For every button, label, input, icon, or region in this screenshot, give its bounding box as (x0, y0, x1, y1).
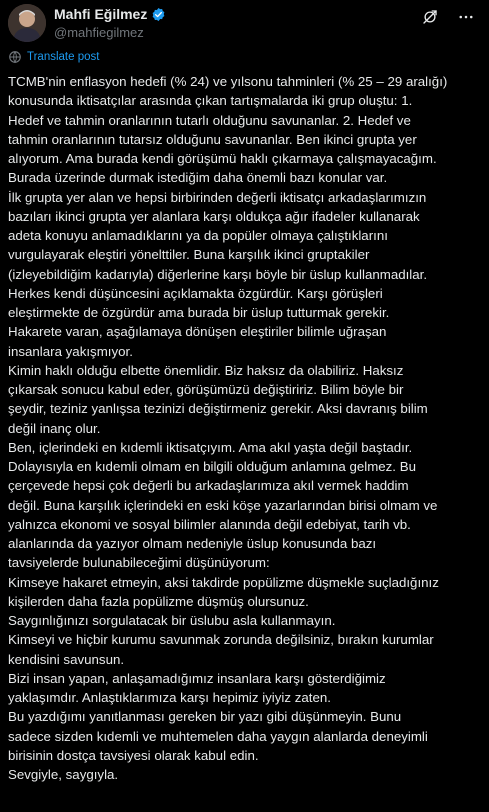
post-text-line: insanlara yakışmıyor. (8, 343, 133, 359)
post-text-line: şeydir, teziniz yanlışsa tezinizi değiştirmeniz gerekir. Aksi davranış bilim (8, 401, 428, 417)
post-text-line: tahmin oranlarının tutarsız olduğunu savunanlar. Ben ikinci grupta yer (8, 131, 417, 147)
translate-label: Translate post (27, 51, 100, 63)
author-names (54, 5, 166, 40)
post-text-line: Dolayısıyla en kıdemli olmam en bilgili olduğum anlamına gelmez. Bu (8, 459, 416, 474)
post-text-line: Bizi insan yapan, anlaşamadığımız insanlara karşı gösterdiğimiz (8, 670, 386, 686)
translate-post-link[interactable] (8, 48, 481, 66)
post-header (8, 0, 481, 44)
post-text-line: Kimseye hakaret etmeyin, aksi takdirde popülizme düşmekle suçladığınız (8, 574, 439, 590)
post-text-line: Herkes kendi düşüncesini açıklamakta özgürdür. Karşı görüşleri (8, 285, 383, 301)
post-text-line: Kimseyi ve hiçbir kurumu savunmak zorunda değilsiniz, bırakın kurumlar (8, 632, 434, 648)
post-text-line: değil. Buna karşılık içlerindeki en eski köşe yazarlarından birisi olmam ve (8, 497, 438, 513)
post-text-line: bazıları ikinci grupta yer alanlara karşı oldukça ağır ifadeler kullanarak (8, 208, 420, 224)
post-text-line: sadece sizden kıdemli ve muhtemelen daha yaygın alanlarda deneyimli (8, 728, 428, 744)
post-text-line: konusunda iktisatçılar arasında çıkan tartışmalarda iki grup oluştu: 1. (8, 93, 413, 109)
post-text-line: çerçevede hepsi çok değerli bu arkadaşlarımıza akıl vermek haddim (8, 478, 409, 494)
avatar-image (8, 4, 46, 42)
author-handle[interactable]: @mahfiegilmez (54, 25, 144, 40)
post-text-line: Burada üzerinde durmak istediğim daha önemli bazı konular var. (8, 170, 388, 186)
post-text-line: birisinin dostça tavsiyesi olarak kabul edin. (8, 747, 259, 763)
post-text-line: Hakarete varan, aşağılamaya dönüşen eleştiriler bilimle uğraşan (8, 324, 387, 340)
post-text-line: yaklaşımdır. Anlaştıklarımıza karşı hepimiz iyiyiz zaten. (8, 690, 331, 705)
display-name-row (54, 5, 166, 23)
grok-icon[interactable] (421, 8, 439, 26)
post-text-line: Ben, içlerindeki en kıdemli iktisatçıyım. Ama akıl yaşta değil baştadır. (8, 439, 413, 455)
post-text-line: TCMB'nin enflasyon hedefi (% 24) ve yılsonu tahminleri (% 25 – 29 aralığı) (8, 74, 448, 89)
post-text-line: Sevgiyle, saygıyla. (8, 767, 119, 782)
post-text-line: İlk grupta yer alan ve hepsi birbirinden değerli iktisatçı arkadaşlarımızın (8, 189, 427, 205)
post-text-line: kişilerden daha fazla popülizme düşmüş olursunuz. (8, 593, 309, 609)
post-text-line: alıyorum. Ama burada kendi görüşümü haklı çıkarmaya çalışmayacağım. (8, 151, 437, 166)
post-text-line: Kimin haklı olduğu elbette önemlidir. Biz haksız da olabiliriz. Haksız (8, 362, 404, 378)
translate-icon (8, 50, 22, 64)
header-actions (421, 8, 475, 26)
post-text-line: Hedef ve tahmin oranlarının tutarlı olduğunu savunanlar. 2. Hedef ve (8, 112, 411, 128)
post-text-line: kendisini savunsun. (8, 651, 125, 667)
post-text-line: çıkarsak sonucu kabul eder, görüşümüzü değiştiririz. Bilim böyle bir (8, 382, 404, 397)
post-text-line: adeta konuyu anlamadıklarını ya da popüler olmaya çalıştıklarını (8, 228, 388, 243)
post-text-line: tavsiyelerde bulunabileceğimi düşünüyorum: (8, 555, 270, 571)
post-text-line: vurgulayarak eleştiri yönelttiler. Buna karşılık ikinci gruptakiler (8, 247, 370, 263)
verified-badge-icon (151, 7, 166, 22)
post-text (8, 72, 481, 784)
avatar[interactable] (8, 4, 46, 42)
post-text-line: (izleyebildiğim kadarıyla) diğerlerine karşı böyle bir üslup kullanmadılar. (8, 266, 428, 282)
post-text-line: yalnızca ekonomi ve sosyal bilimler alanında değil edebiyat, tarih vb. (8, 516, 411, 532)
post-text-line: Bu yazdığımı yanıtlanması gereken bir yazı gibi düşünmeyin. Bunu (8, 709, 402, 725)
more-icon[interactable] (457, 8, 475, 26)
post-text-line: alanlarında da yazıyor olmam nedeniyle üslup konusunda bazı (8, 536, 377, 551)
post-text-line: eleştirmekte de özgürdür ama burada bir üslup tutturmak gerekir. (8, 305, 390, 320)
display-name[interactable]: Mahfi Eğilmez (54, 6, 148, 22)
post-text-line: değil inanç olur. (8, 420, 101, 436)
post-text-line: Saygınlığınızı sorgulatacak bir üslubu asla kullanmayın. (8, 613, 336, 628)
